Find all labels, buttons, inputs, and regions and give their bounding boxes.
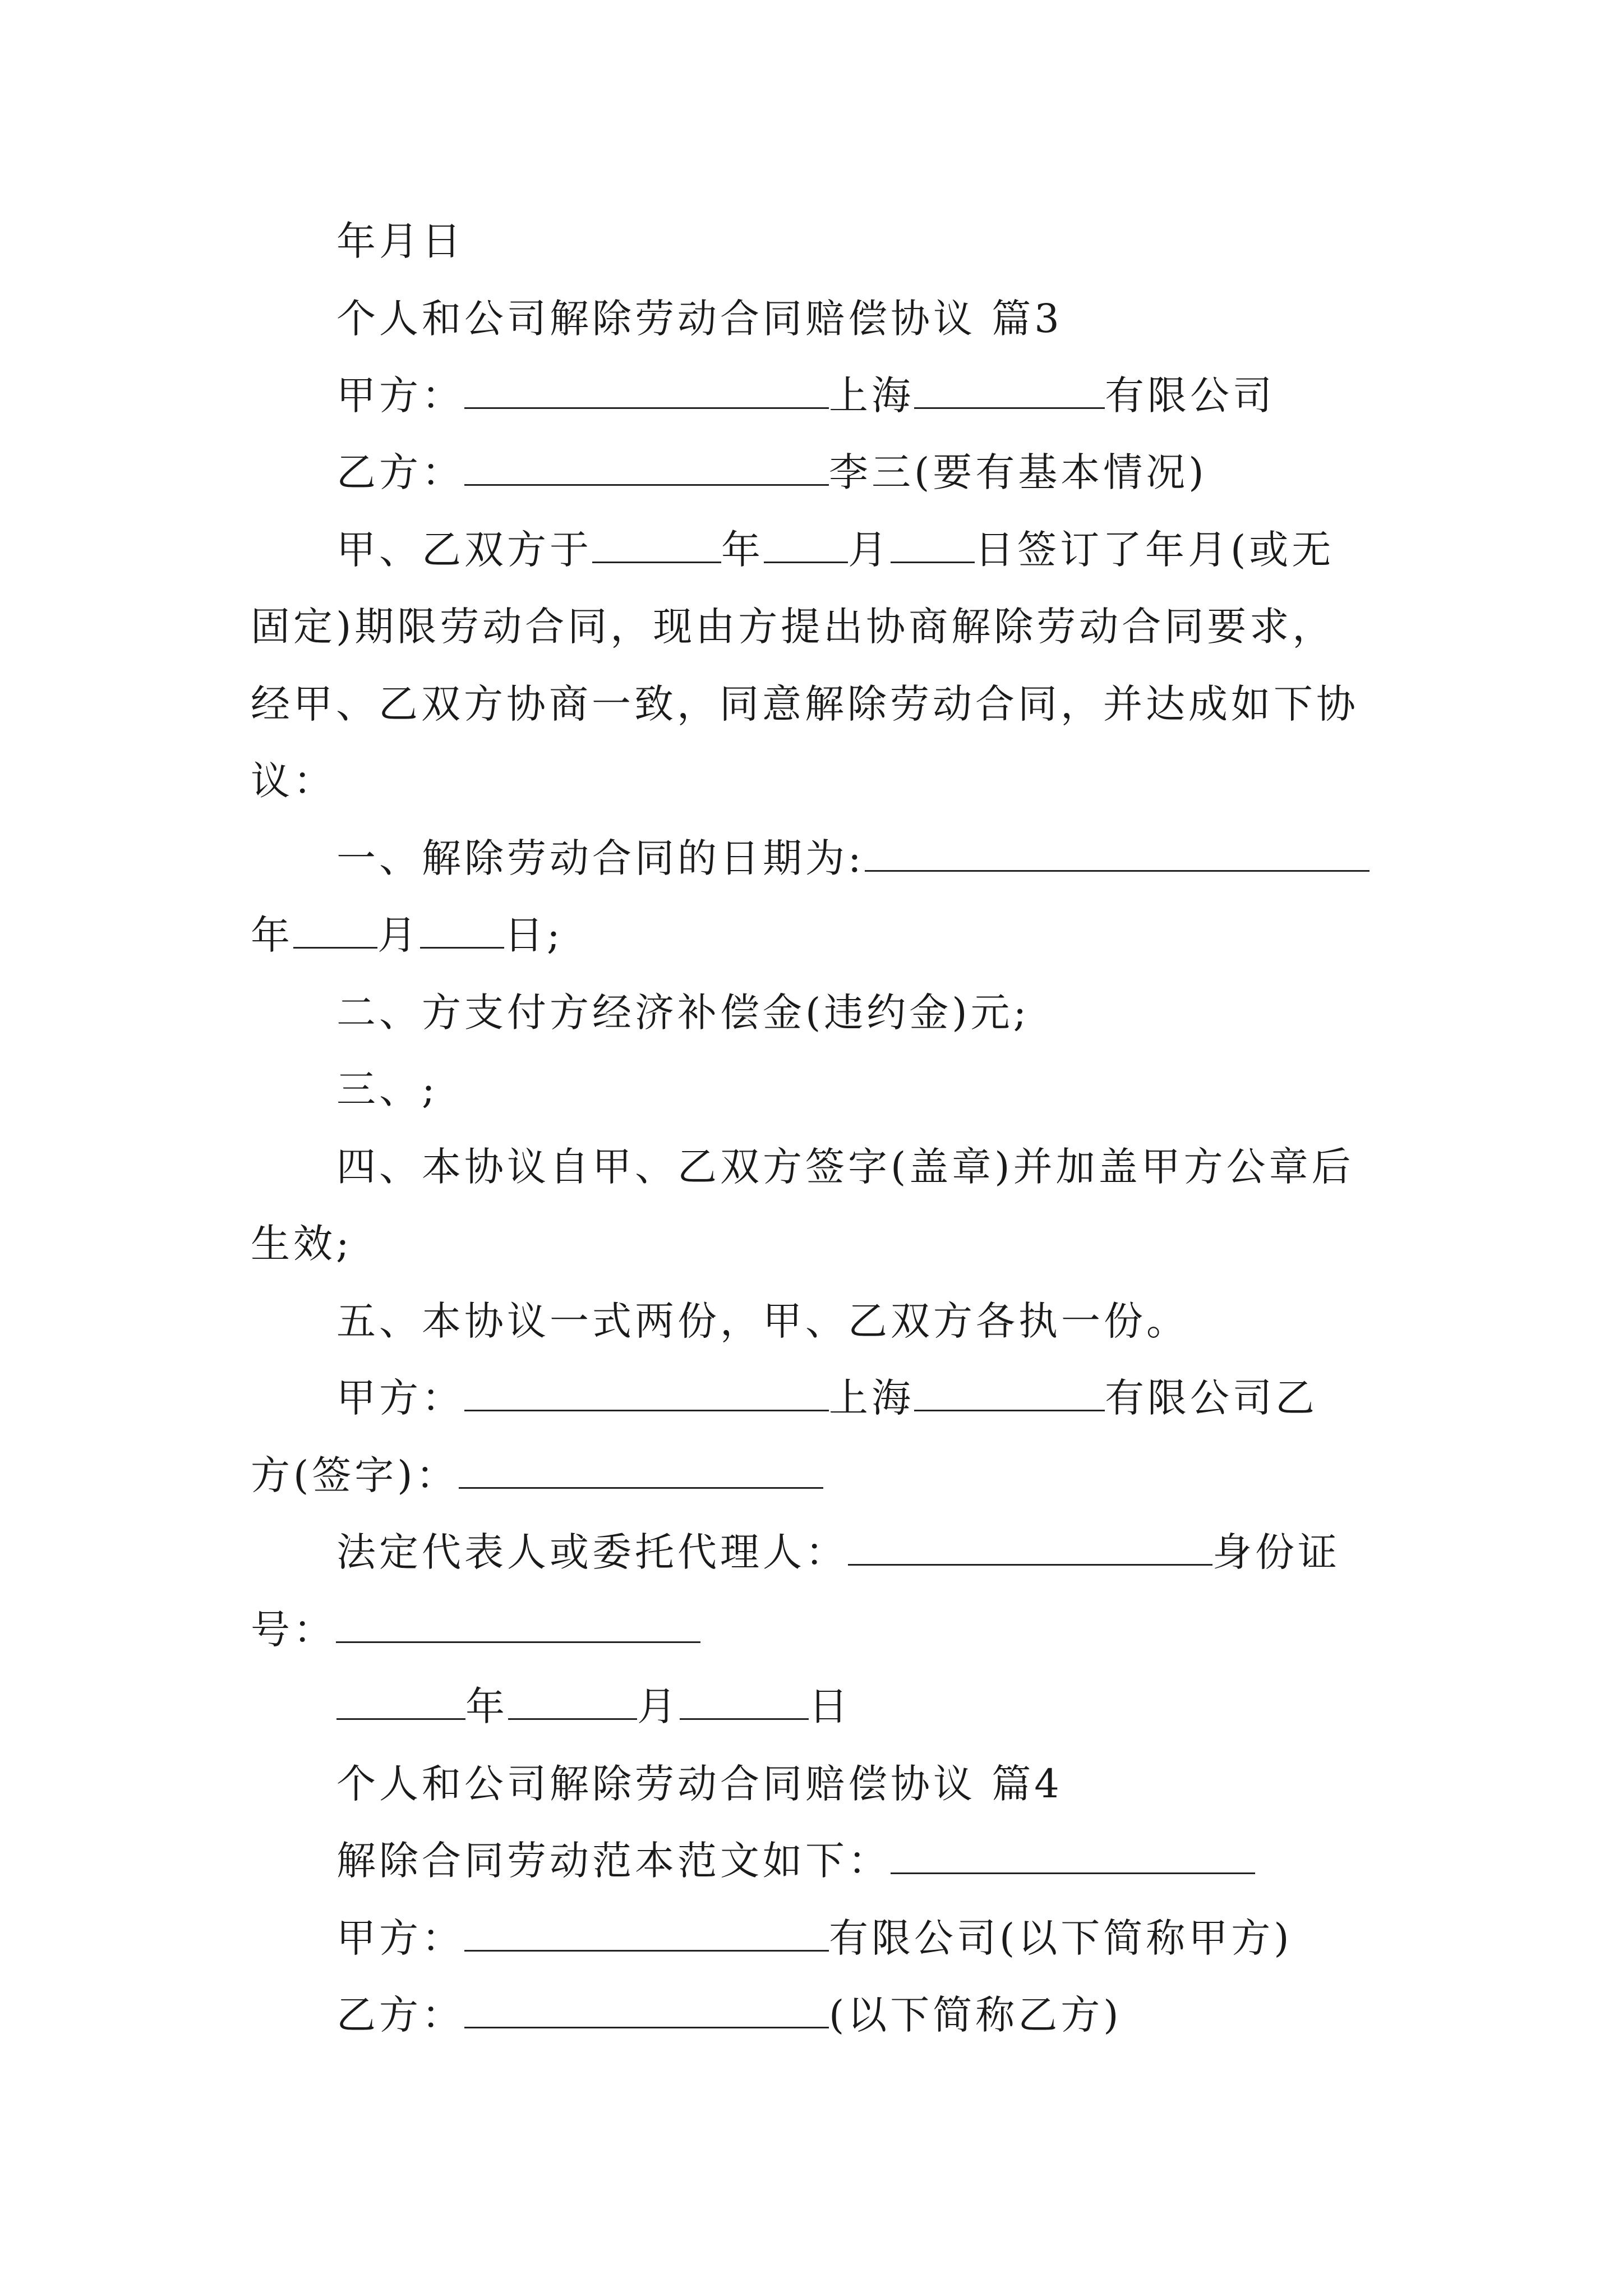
blank-field — [464, 1992, 829, 2028]
signature-date: 年 月 日 — [336, 1678, 1385, 1734]
clause-4-line1: 四、本协议自甲、乙双方签字(盖章)并加盖甲方公章后 — [336, 1144, 1354, 1190]
blank-field — [865, 835, 1370, 872]
blank-field — [336, 1607, 700, 1643]
clause-3: 三、; — [336, 1066, 439, 1112]
blank-field — [914, 1375, 1105, 1411]
blank-field — [464, 1915, 829, 1952]
intro-paragraph-line1: 甲、乙双方于 年 月 日签订了年月(或无 — [336, 527, 1335, 573]
id-number-line: 号： — [251, 1602, 1384, 1658]
date-line: 年月日 — [336, 218, 464, 264]
intro-paragraph-line4: 议： — [251, 758, 336, 804]
section-heading-3: 个人和公司解除劳动合同赔偿协议 篇3 — [336, 296, 1063, 342]
sample-intro-line: 解除合同劳动范本范文如下： — [336, 1833, 1385, 1889]
signature-party-b: 方(签字)： — [251, 1447, 1384, 1503]
blank-field — [848, 1529, 1212, 1566]
blank-field — [891, 1838, 1255, 1874]
clause-2: 二、方支付方经济补偿金(违约金)元; — [336, 990, 1030, 1036]
blank-field — [508, 1683, 637, 1720]
clause-1-date: 年 月 日; — [251, 912, 564, 958]
blank-field — [420, 912, 504, 949]
blank-field — [764, 527, 848, 563]
blank-field — [464, 449, 829, 486]
blank-field — [336, 1683, 465, 1720]
p4-party-b-line: 乙方： (以下简称乙方) — [336, 1992, 1122, 2038]
blank-field — [293, 912, 377, 949]
blank-field — [914, 372, 1105, 409]
section-heading-4: 个人和公司解除劳动合同赔偿协议 篇4 — [336, 1761, 1063, 1807]
p4-party-a-line: 甲方： 有限公司(以下简称甲方) — [336, 1915, 1293, 1961]
signature-party-a: 甲方： 上海 有限公司乙 — [336, 1375, 1318, 1421]
blank-field — [592, 527, 721, 563]
blank-field — [464, 1375, 829, 1411]
intro-paragraph-line3: 经甲、乙双方协商一致，同意解除劳动合同，并达成如下协 — [251, 681, 1359, 727]
blank-field — [891, 527, 975, 563]
intro-paragraph-line2: 固定)期限劳动合同，现由方提出协商解除劳动合同要求， — [251, 604, 1335, 650]
blank-field — [464, 372, 829, 409]
blank-field — [459, 1452, 823, 1489]
clause-5: 五、本协议一式两份，甲、乙双方各执一份。 — [336, 1298, 1189, 1344]
party-a-line: 甲方： 上海 有限公司 — [336, 372, 1275, 418]
party-b-line: 乙方： 李三(要有基本情况) — [336, 449, 1207, 495]
blank-field — [680, 1683, 809, 1720]
representative-line: 法定代表人或委托代理人： 身份证 — [336, 1529, 1340, 1575]
clause-4-line2: 生效; — [251, 1221, 353, 1267]
clause-1: 一、解除劳动合同的日期为: — [336, 830, 1385, 886]
